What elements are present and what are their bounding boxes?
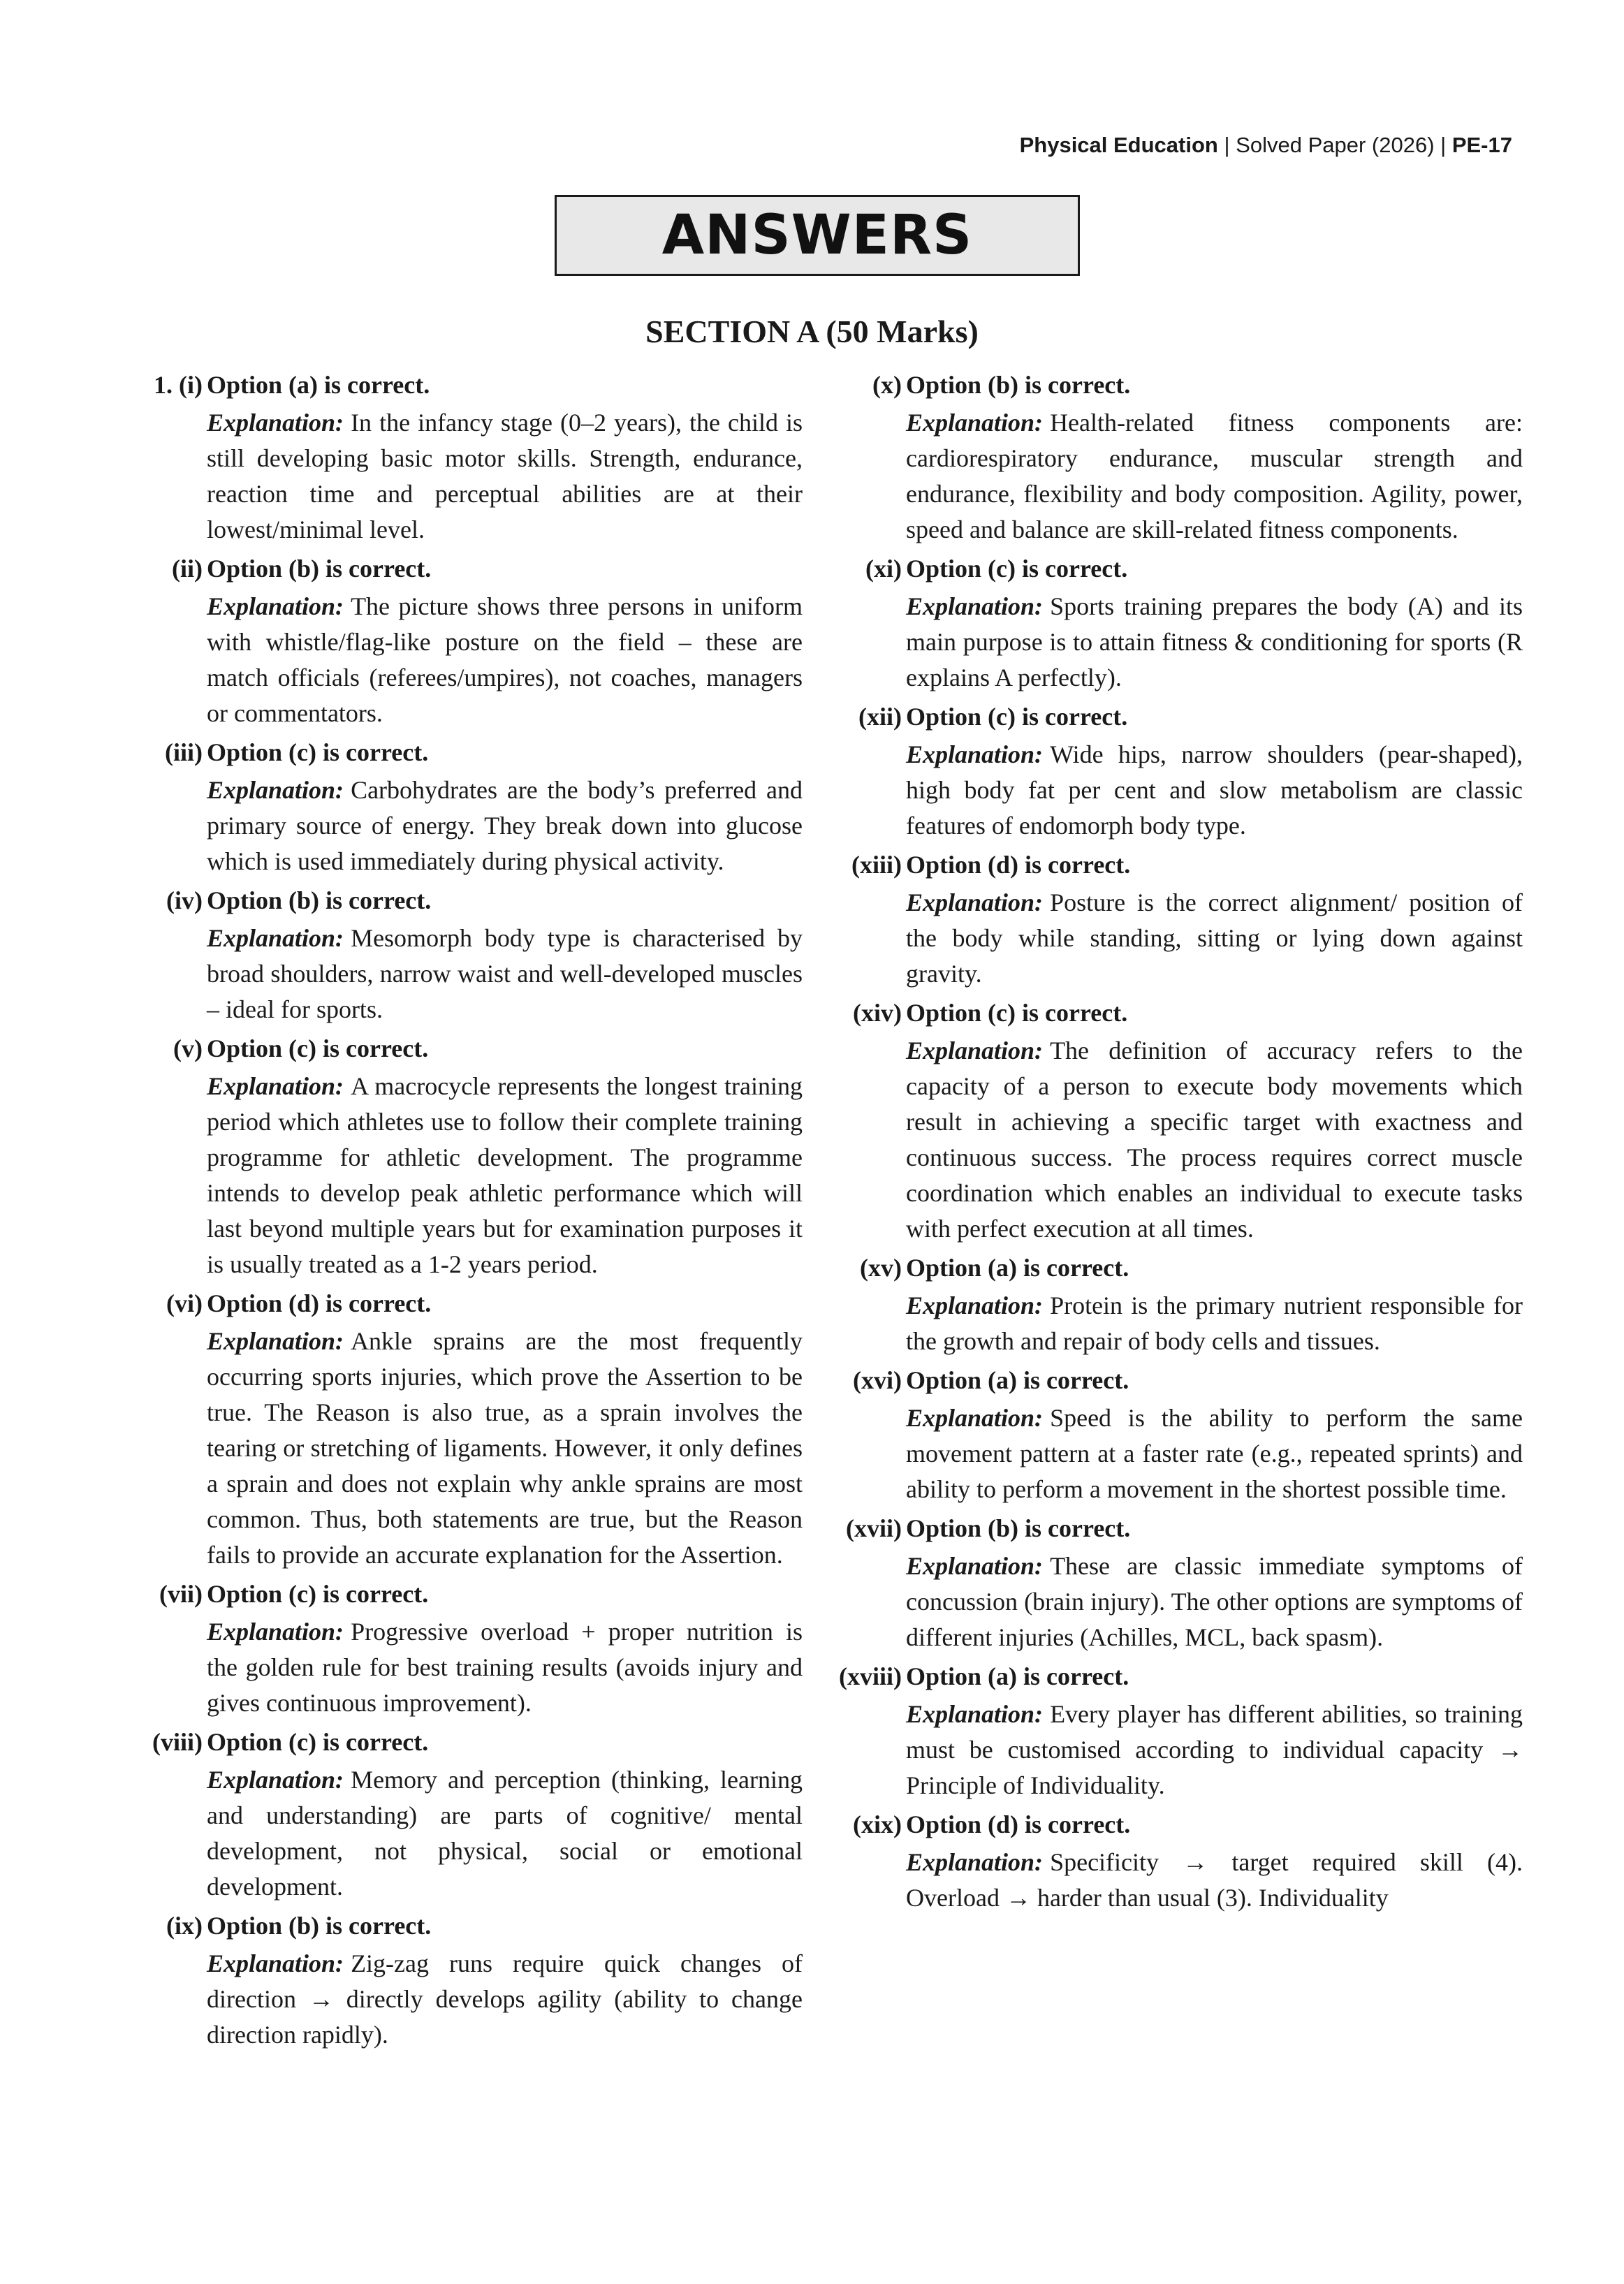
explanation-text: Speed is the ability to perform the same movement pattern at a faster rate (e.g., repeated sprints) and ability to perform a movement in the shortest possible time. <box>906 1404 1523 1503</box>
answer-item <box>824 367 1523 548</box>
correct-option: Option (c) is correct. <box>906 555 1128 583</box>
answer-item <box>824 1806 1523 1916</box>
answer-item <box>824 1658 1523 1803</box>
explanation-text: A macrocycle represents the longest training period which athletes use to follow their complete training programme for athletic development. The programme intends to develop peak athletic performance which will last beyond multiple years but for examination purposes it is usually treated as a 1-2 years period. <box>207 1072 803 1278</box>
answer-item <box>824 995 1523 1247</box>
answer-item <box>0 367 803 548</box>
explanation-label: Explanation: <box>207 776 344 804</box>
explanation-label: Explanation: <box>906 409 1044 437</box>
explanation-label: Explanation: <box>906 1848 1044 1876</box>
question-number: (xviii) <box>839 1662 902 1690</box>
subject-label: Physical Education <box>1019 133 1218 157</box>
explanation <box>906 1697 1523 1803</box>
question-number: 1. (i) <box>154 371 203 399</box>
answer-head <box>0 1908 803 1944</box>
explanation <box>906 1845 1523 1916</box>
explanation-text: Mesomorph body type is characterised by broad shoulders, narrow waist and well-developed muscles – ideal for sports. <box>207 924 803 1023</box>
correct-option: Option (a) is correct. <box>906 1366 1129 1394</box>
explanation-label: Explanation: <box>906 740 1044 768</box>
explanation <box>207 405 803 548</box>
question-number: (ix) <box>166 1912 203 1940</box>
question-number: (xv) <box>860 1254 902 1282</box>
explanation-label: Explanation: <box>906 1700 1044 1728</box>
answer-head <box>0 734 803 770</box>
explanation <box>906 1033 1523 1247</box>
explanation-text: Protein is the primary nutrient responsible for the growth and repair of body cells and tissues. <box>906 1291 1523 1355</box>
explanation <box>207 1614 803 1721</box>
explanation-label: Explanation: <box>207 409 344 437</box>
answer-item <box>0 1285 803 1573</box>
answer-item <box>0 1030 803 1282</box>
question-number: (xii) <box>858 703 902 731</box>
correct-option: Option (b) is correct. <box>207 886 432 914</box>
answer-head <box>824 1250 1523 1286</box>
answer-item <box>0 1576 803 1721</box>
correct-option: Option (a) is correct. <box>207 371 430 399</box>
explanation-label: Explanation: <box>906 1552 1044 1580</box>
question-number: (vii) <box>159 1580 203 1608</box>
explanation-text: The definition of accuracy refers to the capacity of a person to execute body movements which result in achieving a specific target with exactness and continuous success. The process requires correct muscle coordination which enables an individual to execute tasks with perfect execution at all times. <box>906 1037 1523 1243</box>
answer-head <box>0 1576 803 1612</box>
explanation-text: Memory and perception (thinking, learning and understanding) are parts of cognitive/ mental development, not physical, social or emotional development. <box>207 1766 803 1901</box>
answer-head <box>824 367 1523 403</box>
answer-head <box>824 995 1523 1031</box>
explanation-label: Explanation: <box>207 1766 344 1794</box>
explanation-label: Explanation: <box>906 592 1044 620</box>
explanation-text: Every player has different abilities, so training must be customised according to individual capacity → Principle of Individuality. <box>906 1700 1523 1799</box>
correct-option: Option (b) is correct. <box>906 1514 1131 1542</box>
answer-head <box>824 1362 1523 1398</box>
explanation-text: Health-related fitness components are: cardiorespiratory endurance, muscular strength and endurance, flexibility and body composition. Agility, power, speed and balance are skill-related fitness components. <box>906 409 1523 543</box>
explanation-text: The picture shows three persons in uniform with whistle/flag-like posture on the field – these are match officials (referees/umpires), not coaches, managers or commentators. <box>207 592 803 727</box>
explanation-label: Explanation: <box>906 1037 1044 1064</box>
explanation-text: In the infancy stage (0–2 years), the child is still developing basic motor skills. Strength, endurance, reaction time and perceptual abilities are at their lowest/minimal level. <box>207 409 803 543</box>
explanation <box>207 773 803 879</box>
correct-option: Option (c) is correct. <box>207 1580 429 1608</box>
explanation <box>906 885 1523 992</box>
correct-option: Option (c) is correct. <box>207 738 429 766</box>
right-column <box>824 367 1523 1919</box>
question-number: (xix) <box>853 1810 902 1838</box>
answers-title-box <box>555 195 1080 276</box>
section-title: SECTION A (50 Marks) <box>645 314 979 349</box>
answer-item <box>0 1724 803 1905</box>
correct-option: Option (d) is correct. <box>906 1810 1131 1838</box>
answer-head <box>0 882 803 918</box>
answer-item <box>824 1362 1523 1507</box>
left-column <box>0 367 803 2056</box>
explanation-label: Explanation: <box>207 1072 344 1100</box>
correct-option: Option (b) is correct. <box>207 555 432 583</box>
running-head <box>1020 133 1512 158</box>
answer-item <box>0 882 803 1027</box>
answer-head <box>0 1030 803 1067</box>
explanation-text: Wide hips, narrow shoulders (pear-shaped), high body fat per cent and slow metabolism are classic features of endomorph body type. <box>906 740 1523 840</box>
correct-option: Option (a) is correct. <box>906 1662 1129 1690</box>
explanation <box>906 405 1523 548</box>
explanation <box>906 589 1523 696</box>
answer-item <box>824 698 1523 844</box>
question-number: (vi) <box>166 1289 203 1317</box>
question-number: (xvi) <box>853 1366 902 1394</box>
explanation <box>207 1324 803 1573</box>
explanation <box>207 589 803 731</box>
header-separator: | <box>1440 133 1447 157</box>
correct-option: Option (c) is correct. <box>207 1034 429 1062</box>
question-number: (xiii) <box>851 851 902 879</box>
answer-head <box>824 1658 1523 1694</box>
correct-option: Option (c) is correct. <box>207 1728 429 1756</box>
correct-option: Option (a) is correct. <box>906 1254 1129 1282</box>
answer-item <box>0 1908 803 2053</box>
answer-item <box>0 734 803 879</box>
explanation-label: Explanation: <box>906 1291 1044 1319</box>
explanation-label: Explanation: <box>207 1949 344 1977</box>
correct-option: Option (d) is correct. <box>906 851 1131 879</box>
explanation-text: Posture is the correct alignment/ position of the body while standing, sitting or lying down against gravity. <box>906 888 1523 988</box>
correct-option: Option (b) is correct. <box>906 371 1131 399</box>
explanation-label: Explanation: <box>207 1327 344 1355</box>
correct-option: Option (b) is correct. <box>207 1912 432 1940</box>
question-number: (iv) <box>166 886 203 914</box>
answer-head <box>0 1724 803 1760</box>
answer-head <box>824 698 1523 735</box>
explanation-text: Ankle sprains are the most frequently occurring sports injuries, which prove the Assertion to be true. The Reason is also true, as a sprain involves the tearing or stretching of ligaments. However, it only defines a sprain and does not explain why ankle sprains are most common. Thus, both statements are true, but the Reason fails to provide an accurate explanation for the Assertion. <box>207 1327 803 1569</box>
question-number: (xiv) <box>853 999 902 1027</box>
question-number: (viii) <box>152 1728 203 1756</box>
page-number: PE-17 <box>1451 133 1512 157</box>
answer-item <box>824 1250 1523 1359</box>
answer-head <box>0 1285 803 1322</box>
correct-option: Option (d) is correct. <box>207 1289 432 1317</box>
explanation <box>906 1549 1523 1655</box>
explanation <box>207 1762 803 1905</box>
explanation-text: Specificity → target required skill (4). Overload → harder than usual (3). Individuality <box>906 1848 1523 1912</box>
answer-head <box>824 1510 1523 1546</box>
answer-head <box>0 550 803 587</box>
explanation <box>207 921 803 1027</box>
explanation-text: Progressive overload + proper nutrition is the golden rule for best training results (avoids injury and gives continuous improvement). <box>207 1618 803 1717</box>
explanation-text: Carbohydrates are the body’s preferred and primary source of energy. They break down into glucose which is used immediately during physical activity. <box>207 776 803 875</box>
explanation-label: Explanation: <box>207 1618 344 1646</box>
question-number: (ii) <box>172 555 203 583</box>
correct-option: Option (c) is correct. <box>906 999 1128 1027</box>
explanation-label: Explanation: <box>906 1404 1044 1432</box>
question-number: (x) <box>872 371 902 399</box>
question-number: (xvii) <box>846 1514 902 1542</box>
explanation <box>906 1288 1523 1359</box>
explanation-label: Explanation: <box>906 888 1044 916</box>
answer-head <box>824 847 1523 883</box>
answer-head <box>824 1806 1523 1843</box>
explanation <box>207 1069 803 1282</box>
explanation-text: These are classic immediate symptoms of concussion (brain injury). The other options are symptoms of different injuries (Achilles, MCL, back spasm). <box>906 1552 1523 1651</box>
answer-head <box>0 367 803 403</box>
question-number: (iii) <box>165 738 203 766</box>
answer-item <box>824 550 1523 696</box>
explanation-text: Zig-zag runs require quick changes of direction → directly develops agility (ability to change direction rapidly). <box>207 1949 803 2049</box>
answer-item <box>0 550 803 731</box>
answer-item <box>824 847 1523 992</box>
question-number: (v) <box>173 1034 203 1062</box>
question-number: (xi) <box>865 555 902 583</box>
explanation-label: Explanation: <box>207 592 344 620</box>
page-title: ANSWERS <box>661 204 973 267</box>
explanation-label: Explanation: <box>207 924 344 952</box>
correct-option: Option (c) is correct. <box>906 703 1128 731</box>
header-separator: | <box>1224 133 1230 157</box>
explanation <box>207 1946 803 2053</box>
explanation-text: Sports training prepares the body (A) and its main purpose is to attain fitness & conditioning for sports (R explains A perfectly). <box>906 592 1523 691</box>
explanation <box>906 737 1523 844</box>
explanation <box>906 1400 1523 1507</box>
answer-item <box>824 1510 1523 1655</box>
paper-label: Solved Paper (2026) <box>1236 133 1435 157</box>
answer-head <box>824 550 1523 587</box>
